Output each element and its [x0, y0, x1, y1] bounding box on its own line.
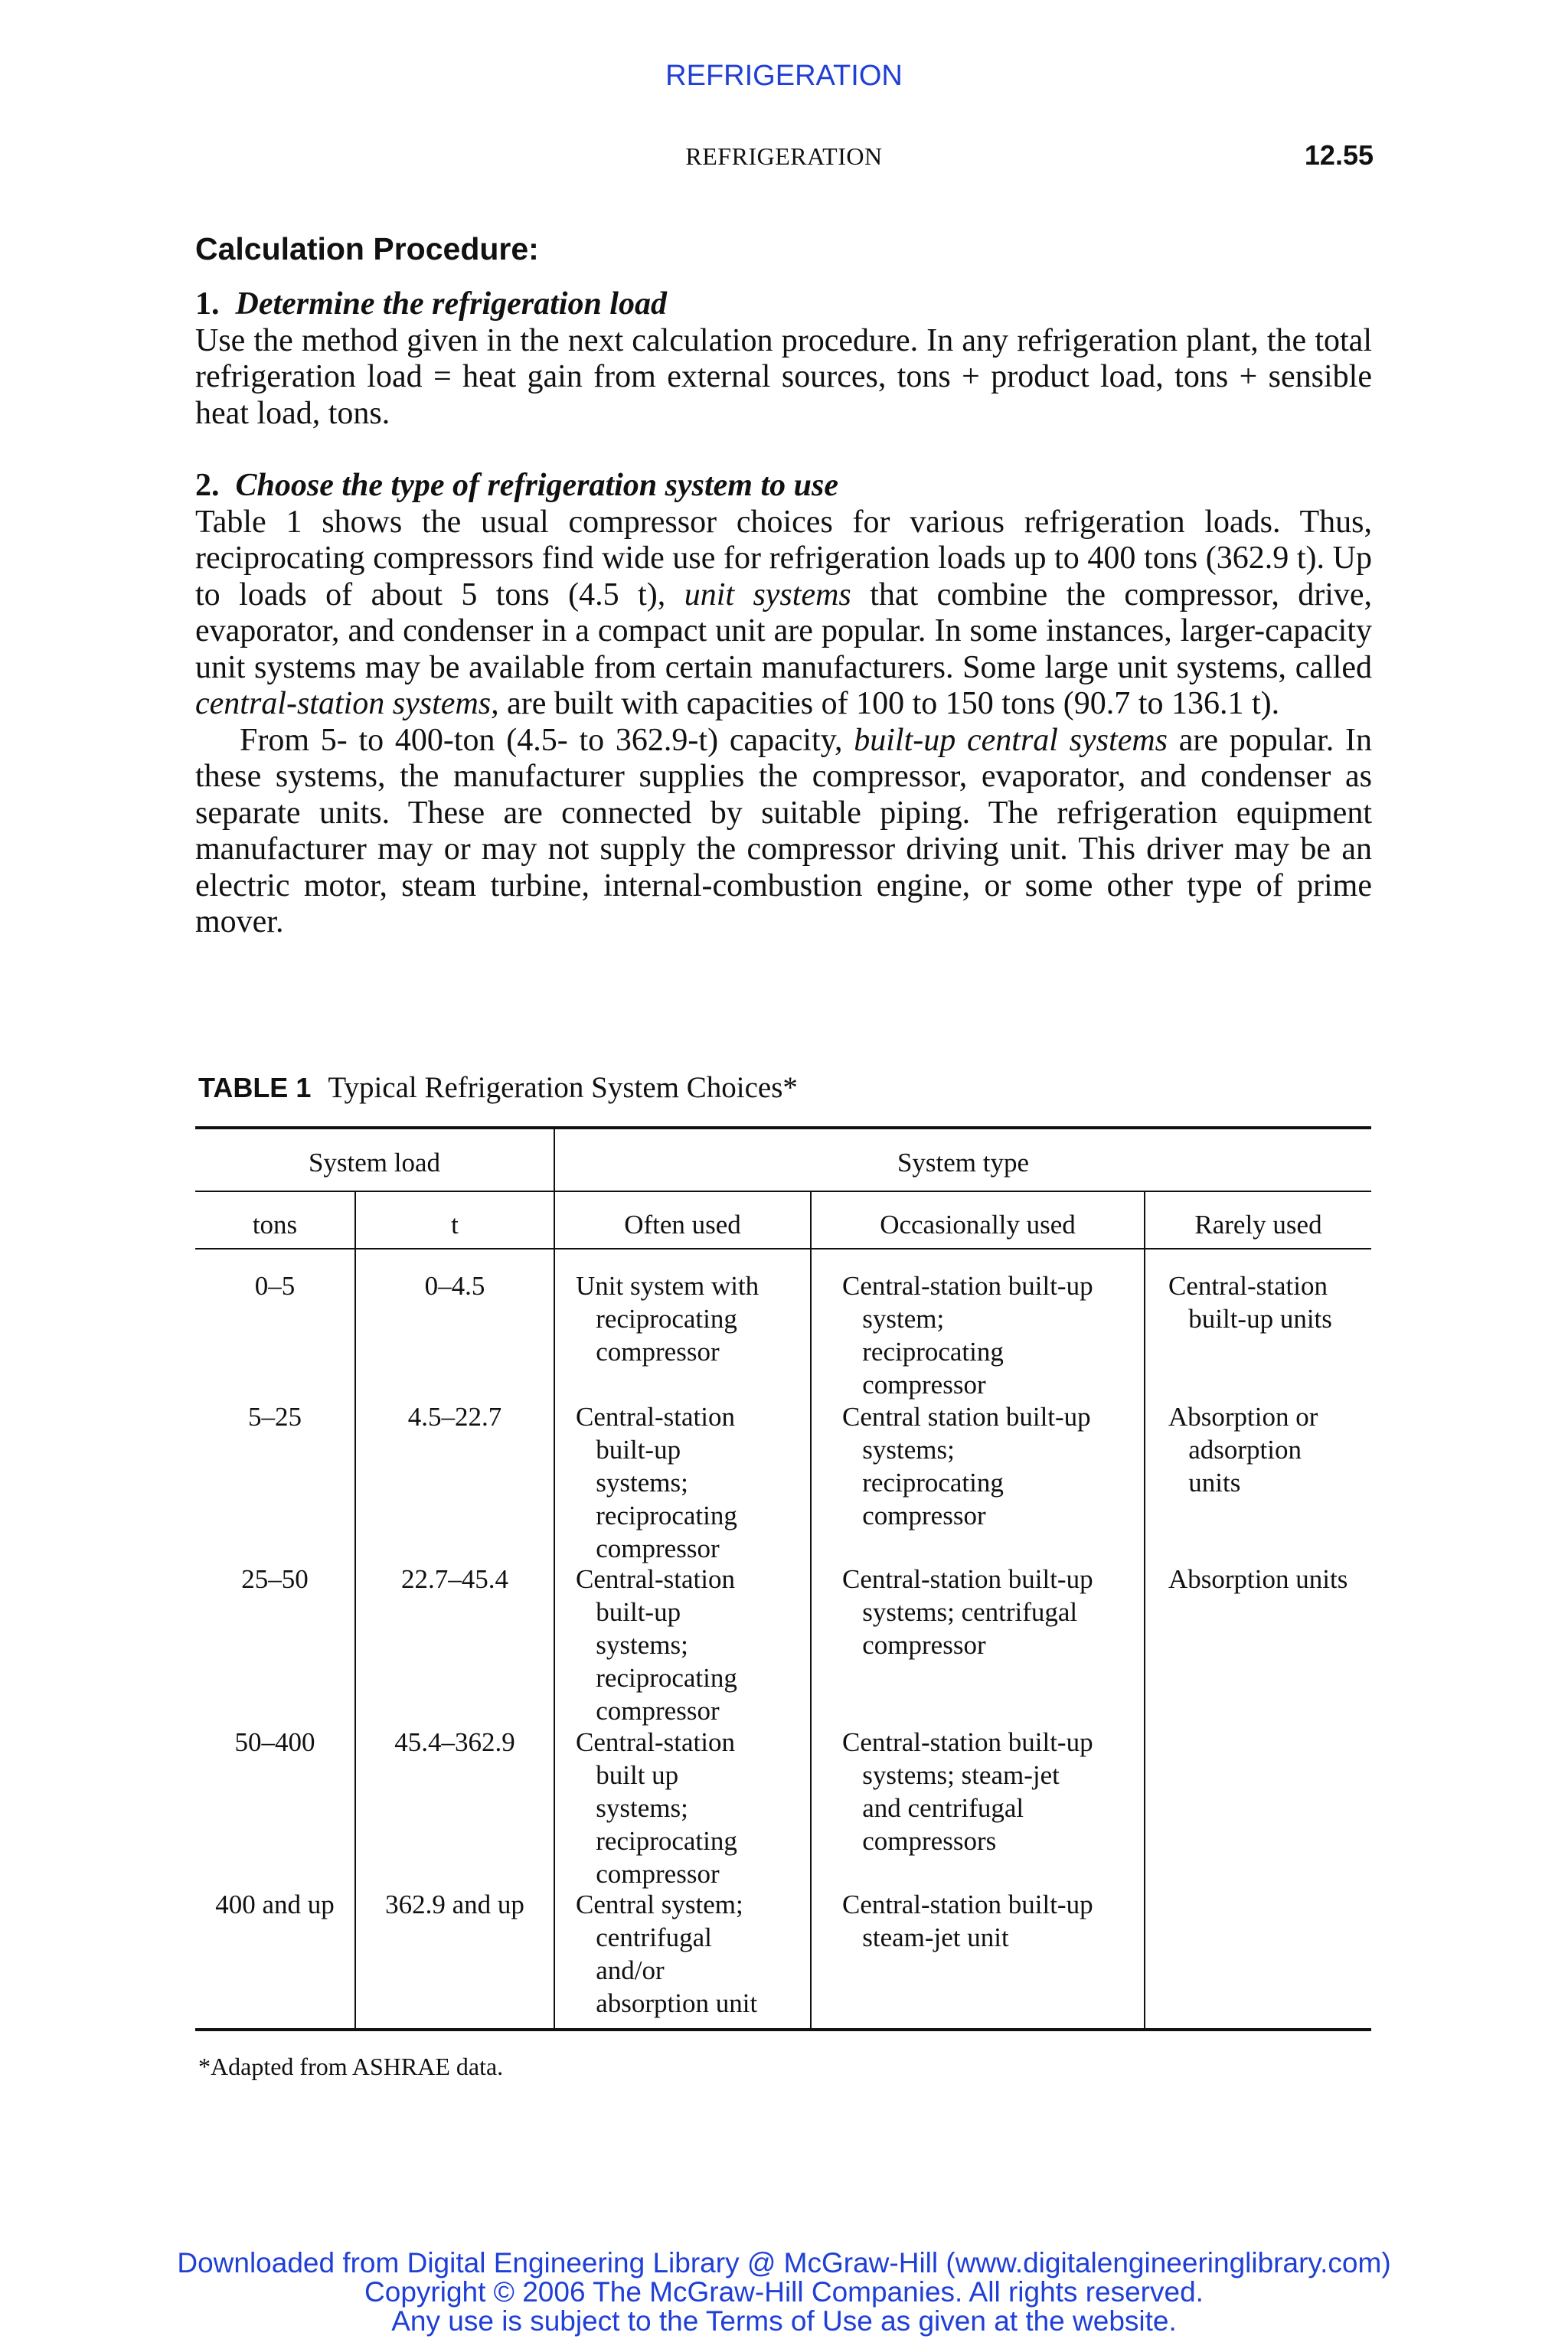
cell-rarely-used: Absorption or adsorption units	[1168, 1402, 1318, 1498]
table-caption	[198, 1070, 798, 1105]
cell-often-used: Central-station built-up systems; reciprocating compressor	[576, 1402, 737, 1563]
footer-terms[interactable]: Any use is subject to the Terms of Use as given at the website.	[391, 2305, 1177, 2337]
text-run: are built with capacities of 100 to 150 tons (90.7 to 136.1 t).	[507, 686, 1280, 721]
table-label: TABLE 1	[198, 1072, 312, 1103]
text-run: Table 1 shows the usual compressor choices for various refrigeration loads. Thus, reciprocating compressors find wide use for refrigeration loads up to 400 tons (362.9 t). Up to loads of about 5 tons (4.5 t),	[195, 504, 1372, 612]
column-header-rarely-used: Rarely used	[1194, 1210, 1322, 1240]
cell-tons: 25–50	[241, 1564, 309, 1594]
cell-tons: 50–400	[234, 1727, 315, 1757]
table-subheader-rule	[195, 1191, 1371, 1192]
cell-occasionally-used: Central-station built-up system; reciprocating compressor	[842, 1271, 1093, 1400]
running-head: REFRIGERATION	[685, 142, 883, 170]
step-2	[195, 468, 1372, 941]
cell-occasionally-used: Central station built-up systems; reciprocating compressor	[842, 1402, 1091, 1530]
term-central-station-systems: central-station systems,	[195, 686, 499, 721]
column-header-often-used: Often used	[624, 1210, 741, 1240]
step-2-heading	[195, 468, 1372, 505]
step-2-paragraph-1	[195, 505, 1372, 723]
table-top-rule	[195, 1126, 1371, 1129]
cell-t: 4.5–22.7	[407, 1402, 502, 1432]
column-header-t: t	[451, 1210, 459, 1240]
term-unit-systems: unit systems	[684, 577, 851, 612]
text-run: From 5- to 400-ton (4.5- to 362.9-t) capacity,	[240, 722, 843, 758]
table-footnote: *Adapted from ASHRAE data.	[198, 2053, 504, 2080]
cell-tons: 5–25	[248, 1402, 302, 1432]
step-1-number: 1.	[195, 286, 220, 322]
cell-often-used: Central-station built up systems; reciprocating compressor	[576, 1727, 737, 1889]
text-run: that combine the compressor, drive, evaporator, and condenser in a compact unit are popular. In some instances, larger-capacity unit systems may be available from certain manufacturers. Some large unit systems, called	[195, 577, 1373, 685]
section-heading: Calculation Procedure:	[195, 231, 539, 266]
term-built-up-central-systems: built-up central systems	[854, 722, 1168, 758]
cell-t: 45.4–362.9	[394, 1727, 515, 1757]
cell-tons: 0–5	[254, 1271, 296, 1301]
page-number: 12.55	[1304, 139, 1374, 171]
cell-often-used: Unit system with reciprocating compressor	[576, 1271, 760, 1367]
cell-rarely-used: Central-station built-up units	[1168, 1271, 1332, 1334]
cell-t: 362.9 and up	[385, 1890, 524, 1919]
header-system-type: System type	[897, 1148, 1030, 1178]
cell-occasionally-used: Central-station built-up systems; steam-jet and centrifugal compressors	[842, 1727, 1093, 1856]
step-2-paragraph-2	[195, 723, 1372, 941]
cell-rarely-used: Absorption units	[1168, 1564, 1348, 1594]
cell-t: 0–4.5	[424, 1271, 485, 1301]
footer-copyright: Copyright © 2006 The McGraw-Hill Companies. All rights reserved.	[364, 2276, 1204, 2308]
step-1-heading	[195, 286, 1372, 323]
table-divider	[810, 1192, 812, 2028]
text-run: are popular. In these systems, the manufacturer supplies the compressor, evaporator, and condenser as separate units. These are connected by suitable piping. The refrigeration equipment manufacturer may or may not supply the compressor driving unit. This driver may be an electric motor, steam turbine, internal-combustion engine, or some other type of prime mover.	[195, 722, 1372, 939]
step-2-title: Choose the type of refrigeration system to use	[235, 468, 838, 503]
top-link[interactable]: REFRIGERATION	[665, 60, 903, 92]
table-divider	[1144, 1192, 1145, 2028]
column-header-tons: tons	[252, 1210, 298, 1240]
cell-often-used: Central system; centrifugal and/or absorption unit	[576, 1890, 758, 2018]
cell-t: 22.7–45.4	[401, 1564, 508, 1594]
cell-tons: 400 and up	[215, 1890, 335, 1919]
cell-occasionally-used: Central-station built-up steam-jet unit	[842, 1890, 1093, 1952]
cell-often-used: Central-station built-up systems; reciprocating compressor	[576, 1564, 737, 1726]
table-title: Typical Refrigeration System Choices*	[328, 1071, 798, 1104]
step-2-number: 2.	[195, 468, 220, 503]
header-system-load: System load	[308, 1148, 441, 1178]
step-1-title: Determine the refrigeration load	[235, 286, 667, 322]
table-header-rule	[195, 1248, 1371, 1250]
step-1	[195, 286, 1372, 432]
footer-download-link[interactable]: Downloaded from Digital Engineering Library @ McGraw-Hill (www.digitalengineeringlibrary.com)	[177, 2247, 1391, 2278]
table-divider	[554, 1129, 555, 2028]
table-bottom-rule	[195, 2028, 1371, 2031]
column-header-occasionally-used: Occasionally used	[880, 1210, 1076, 1240]
step-1-text: Use the method given in the next calculation procedure. In any refrigeration plant, the total refrigeration load = heat gain from external sources, tons + product load, tons + sensible heat load, tons.	[195, 322, 1372, 431]
cell-occasionally-used: Central-station built-up systems; centrifugal compressor	[842, 1564, 1093, 1660]
